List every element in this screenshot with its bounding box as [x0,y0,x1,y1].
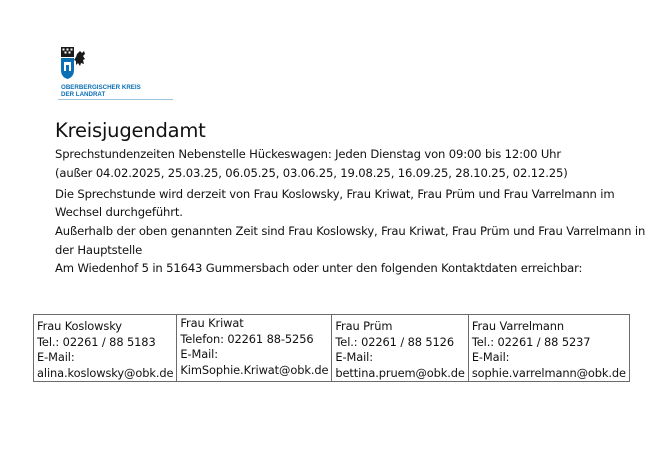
contact-phone: Telefon: 02261 88-5256 [180,331,314,346]
lion-icon [74,51,85,66]
staff-rotation-text: Die Sprechstunde wird derzeit von Frau Koslowsky, Frau Kriwat, Frau Prüm und Frau Varrelmann im [55,187,615,201]
address-text: Am Wiedenhof 5 in 51643 Gummersbach oder unter den folgenden Kontaktdaten erreichbar: [55,261,583,275]
contact-table [33,314,630,382]
org-name-line2: DER LANDRAT [61,91,106,98]
staff-rotation-text-cont: Wechsel durchgeführt. [55,205,183,219]
contact-email-label: E-Mail: [471,350,510,364]
table-row [34,315,630,382]
availability-text: Außerhalb der oben genannten Zeit sind Frau Koslowsky, Frau Kriwat, Frau Prüm und Frau Varrelmann in [55,224,646,238]
contact-email-label: E-Mail: [180,347,218,361]
org-name-line1: OBERBERGISCHER KREIS [61,84,141,91]
contact-email[interactable]: bettina.pruem@obk.de [335,365,465,380]
contact-cell-kriwat [177,315,332,382]
contact-phone: Tel.: 02261 / 88 5237 [471,334,591,349]
contact-name: Frau Varrelmann [471,319,565,333]
contact-email-label: E-Mail: [37,350,75,364]
coat-of-arms-icon [61,58,74,79]
contact-cell-varrelmann [468,315,629,382]
exception-dates-text: (außer 04.02.2025, 25.03.25, 06.05.25, 03.06.25, 19.08.25, 16.09.25, 28.10.25, 02.12.25) [55,166,568,180]
availability-text-cont: der Hauptstelle [55,243,143,257]
contact-name: Frau Prüm [335,319,393,333]
contact-email[interactable]: KimSophie.Kriwat@obk.de [180,362,329,377]
contact-email[interactable]: sophie.varrelmann@obk.de [471,365,626,380]
oberbergischer-kreis-logo [58,44,178,104]
contact-name: Frau Kriwat [180,316,244,330]
contact-cell-pruem [332,315,468,382]
contact-phone: Tel.: 02261 / 88 5183 [37,334,156,349]
contact-email[interactable]: alina.koslowsky@obk.de [37,365,174,380]
contact-phone: Tel.: 02261 / 88 5126 [335,334,454,349]
page-title: Kreisjugendamt [55,119,206,142]
contact-email-label: E-Mail: [335,350,373,364]
contact-name: Frau Koslowsky [37,319,122,333]
logo-divider [58,99,173,100]
office-hours-text: Sprechstundenzeiten Nebenstelle Hückeswagen: Jeden Dienstag von 09:00 bis 12:00 Uhr [55,147,561,161]
contact-cell-koslowsky [34,315,177,382]
